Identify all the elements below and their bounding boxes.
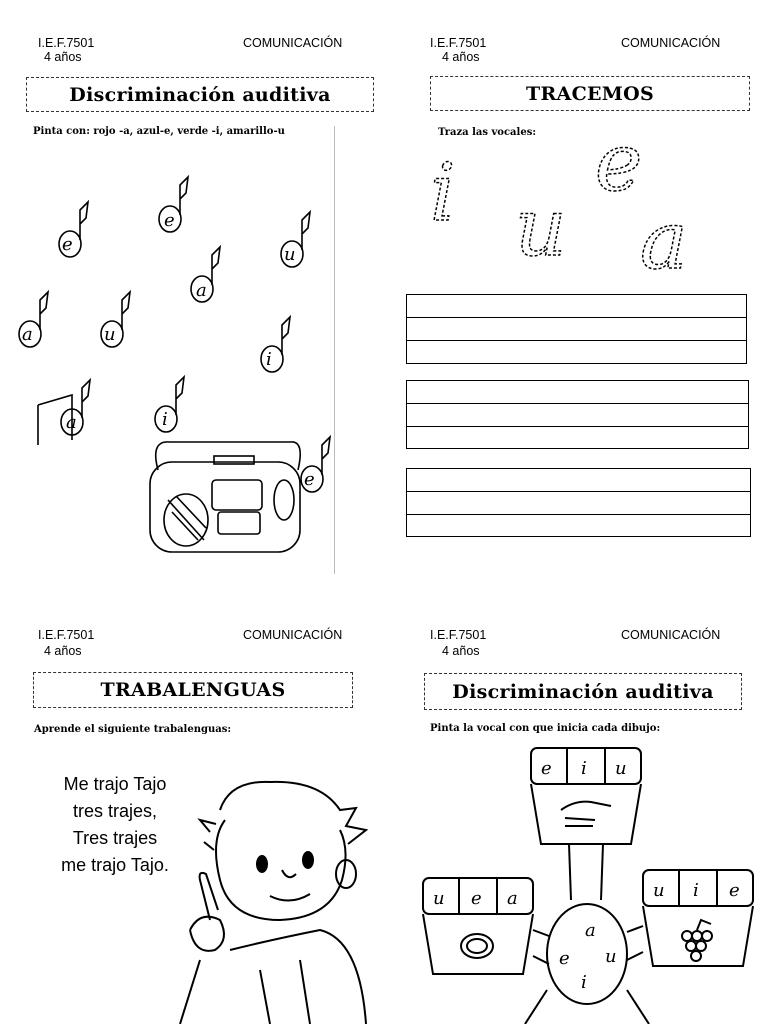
vowel-option: i — [693, 880, 699, 901]
worksheet-instruction: Pinta la vocal con que inicia cada dibujo: — [430, 723, 661, 734]
vowel-option: i — [581, 758, 587, 779]
vowel-option: e — [541, 758, 552, 779]
trace-vowel: e — [595, 140, 643, 209]
age-label: 4 años — [44, 50, 82, 64]
ring-icon — [461, 934, 493, 958]
school-code: I.E.F.7501 — [38, 36, 95, 50]
verse-line: tres trajes, — [72, 801, 158, 821]
hand-pointing-icon — [561, 802, 611, 826]
age-label: 4 años — [442, 644, 480, 658]
worksheet-instruction: Pinta con: rojo -a, azul-e, verde -i, amarillo-u — [33, 126, 285, 137]
worksheet-instruction: Traza las vocales: — [438, 127, 537, 138]
note-letter: e — [62, 234, 73, 255]
worksheet-instruction: Aprende el siguiente trabalenguas: — [34, 724, 232, 735]
note-letter: e — [164, 210, 175, 231]
verse-line: Me trajo Tajo — [63, 774, 167, 794]
age-label: 4 años — [442, 50, 480, 64]
note-letter: a — [22, 324, 33, 345]
school-code: I.E.F.7501 — [38, 628, 95, 642]
note-letter: i — [266, 349, 272, 370]
writing-lines — [406, 468, 751, 537]
trace-vowel: a — [640, 194, 688, 280]
vowel-option: e — [471, 888, 482, 909]
boombox-icon — [150, 442, 300, 552]
center-vowel: e — [559, 948, 570, 969]
note-letter: u — [284, 244, 296, 265]
school-code: I.E.F.7501 — [430, 36, 487, 50]
center-vowel: u — [605, 946, 617, 967]
worksheet-title: Discriminación auditiva — [26, 77, 374, 112]
music-notes-drawing — [0, 140, 340, 580]
worksheet-title: TRACEMOS — [430, 76, 750, 111]
age-label: 4 años — [44, 644, 82, 658]
center-vowel: a — [585, 920, 596, 941]
note-letter: a — [66, 412, 77, 433]
vowel-option: u — [433, 888, 445, 909]
subject-label: COMUNICACIÓN — [243, 36, 343, 50]
trace-vowel: u — [515, 181, 567, 274]
subject-label: COMUNICACIÓN — [621, 628, 721, 642]
grapes-icon — [682, 920, 712, 961]
boy-pointing-illustration — [170, 770, 370, 1024]
center-vowel: i — [581, 972, 587, 993]
subject-label: COMUNICACIÓN — [243, 628, 343, 642]
music-note-icon — [155, 377, 184, 432]
note-letter: u — [104, 324, 116, 345]
vowel-option: u — [653, 880, 665, 901]
verse-line: Tres trajes — [72, 828, 158, 848]
vowel-option: u — [615, 758, 627, 779]
traced-vowels-drawing — [420, 140, 740, 280]
note-letter: a — [196, 280, 207, 301]
trace-vowel: i — [430, 146, 456, 239]
note-letter: e — [304, 469, 315, 490]
subject-label: COMUNICACIÓN — [621, 36, 721, 50]
worksheet-title: Discriminación auditiva — [424, 673, 742, 710]
vowel-option: a — [507, 888, 518, 909]
worksheet-title: TRABALENGUAS — [33, 672, 353, 708]
note-letter: i — [162, 409, 168, 430]
vowel-wheel-drawing — [415, 740, 768, 1024]
school-code: I.E.F.7501 — [430, 628, 487, 642]
verse-line: me trajo Tajo. — [61, 855, 169, 875]
tongue-twister — [40, 771, 190, 879]
writing-lines — [406, 380, 749, 449]
vowel-option: e — [729, 880, 740, 901]
writing-lines — [406, 294, 747, 364]
